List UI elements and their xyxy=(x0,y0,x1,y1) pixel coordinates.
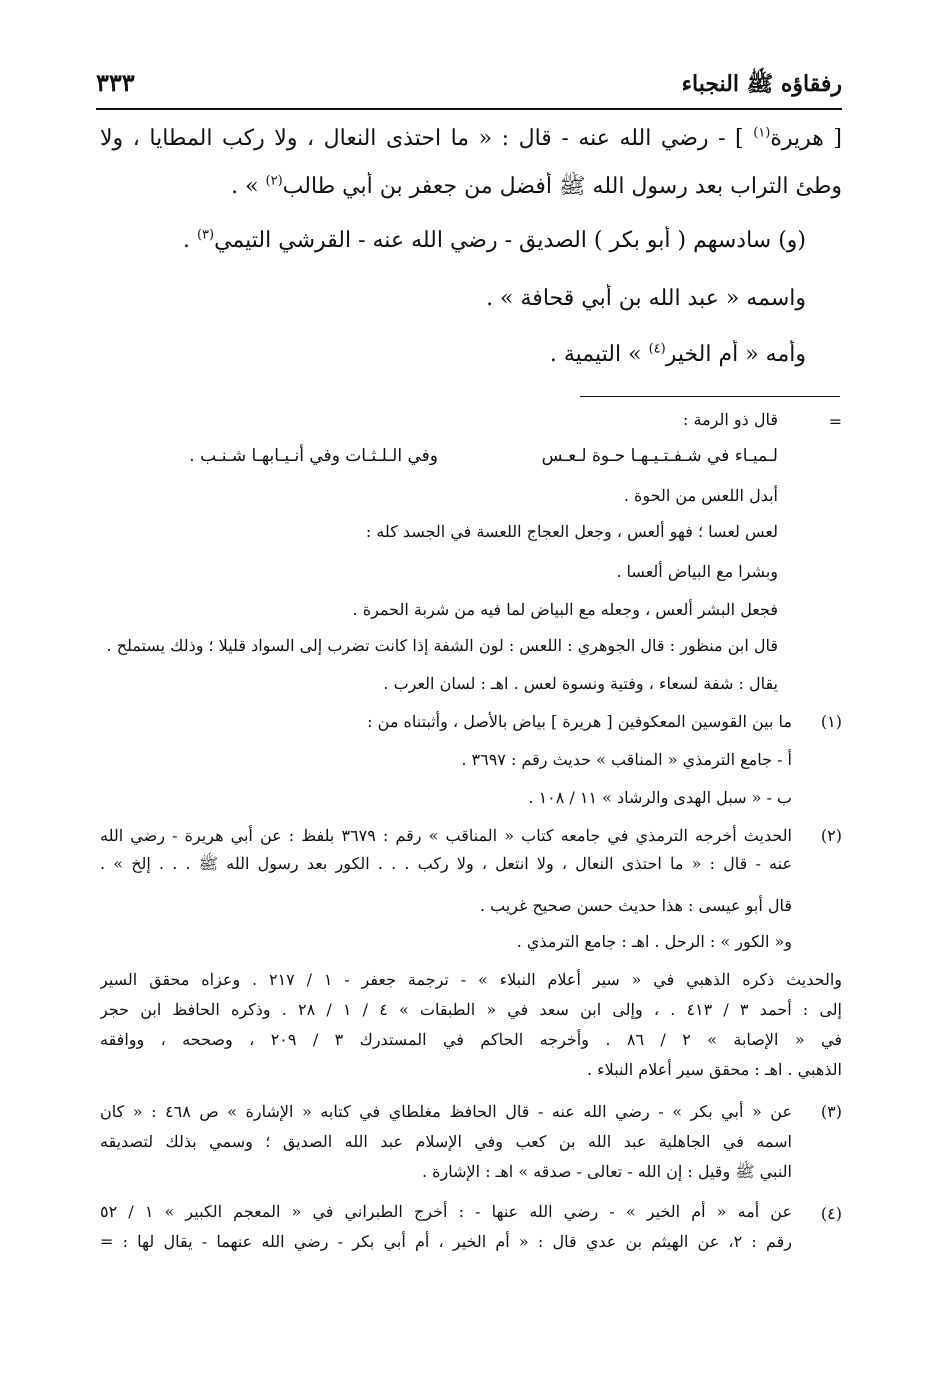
footnote-4-marker: (٤) xyxy=(820,1204,842,1223)
footnote-3-marker: (٣) xyxy=(820,1102,842,1121)
main-line-3-text-a: (و) سادسهم ( أبو بكر ) الصديق - رضي الله عنه - القرشي التيمي xyxy=(214,228,806,253)
note-cont-line-5: وبشرا مع البياض ألعسا . xyxy=(616,562,778,581)
poem-line xyxy=(178,444,778,468)
main-line-2-text-b: » . xyxy=(231,174,266,199)
main-line-5-text-b: » التيمية . xyxy=(549,342,649,367)
footnote-3-line-1: عن « أبي بكر » - رضي الله عنه - قال الحافظ مغلطاي في كتابه « الإشارة » ص ٤٦٨ : « كان xyxy=(100,1102,792,1121)
footnote-ref-1: (١) xyxy=(753,125,771,141)
footnote-3-line-2: اسمه في الجاهلية عبد الله بن كعب وفي الإسلام عبد الله الصديق ؛ وسمي بذلك لتصديقه xyxy=(100,1132,792,1151)
main-line-3-text-b: . xyxy=(182,228,197,253)
note-cont-line-7: قال ابن منظور : قال الجوهري : اللعس : لون الشفة إذا كانت تضرب إلى السواد قليلا ؛ وذلك يستملح . xyxy=(106,636,778,655)
continuation-marker: = xyxy=(828,412,842,431)
page-number: ٣٣٣ xyxy=(96,68,135,97)
main-line-1 xyxy=(100,124,842,154)
footnote-2-line-2: عنه - قال : « ما احتذى النعال ، ولا انتعل ، ولا ركب . . . الكور بعد رسول الله ﷺ . . . إلخ » . xyxy=(100,854,792,873)
footnote-4-line-1: عن أمه « أم الخير » - رضي الله عنها - : أخرج الطبراني في « المعجم الكبير » ١ / ٥٢ xyxy=(100,1202,792,1221)
footnote-1-line-1: ما بين القوسين المعكوفين [ هريرة ] بياض بالأصل ، وأثبتناه من : xyxy=(367,712,792,731)
header-title: رفقاؤه ﷺ النجباء xyxy=(681,71,842,97)
note-cont-line-1: قال ذو الرمة : xyxy=(683,410,778,429)
footnote-4-line-2: رقم : ٢، عن الهيثم بن عدي قال : « أم الخير ، أم أبي بكر - رضي الله عنهما - يقال لها : = xyxy=(100,1232,792,1251)
poem-hemistich-right: لـميـاء في شـفـتـيـهـا حـوة لـعـس xyxy=(541,446,778,466)
footnote-2-line-3: قال أبو عيسى : هذا حديث حسن صحيح غريب . xyxy=(479,896,792,915)
footnote-2-line-5: والحديث ذكره الذهبي في « سير أعلام النبلاء » - ترجمة جعفر - ١ / ٢١٧ . وعزاه محقق السير xyxy=(100,970,842,989)
footnote-1-line-2: أ - جامع الترمذي « المناقب » حديث رقم : ٣٦٩٧ . xyxy=(461,750,792,769)
main-line-5-text-a: وأمه « أم الخير xyxy=(665,342,806,367)
poem-hemistich-left: وفي الـلـثـات وفي أنـيـابهـا شـنـب . xyxy=(189,446,438,466)
note-cont-line-4: لعس لعسا ؛ فهو ألعس ، وجعل العجاج اللعسة في الجسد كله : xyxy=(365,522,778,541)
footnote-separator xyxy=(580,396,840,397)
footnote-2-line-7: في « الإصابة » ٢ / ٨٦ . وأخرجه الحاكم في المستدرك ٣ / ٢٠٩ ، وصححه ، ووافقه xyxy=(100,1030,842,1049)
footnote-1-marker: (١) xyxy=(820,712,842,731)
footnote-ref-4: (٤) xyxy=(648,341,666,357)
footnote-3-line-3: النبي ﷺ وقيل : إن الله - تعالى - صدقه » اهـ : الإشارة . xyxy=(421,1162,792,1181)
footnote-ref-2: (٢) xyxy=(265,173,283,189)
main-line-3 xyxy=(183,226,806,256)
running-header xyxy=(96,62,842,110)
footnote-2-line-6: إلى : أحمد ٣ / ٤١٣ . ، وإلى ابن سعد في « الطبقات » ٤ / ١ / ٢٨ . وذكره الحافظ ابن حجر xyxy=(100,1000,842,1019)
main-line-4: واسمه « عبد الله بن أبي قحافة » . xyxy=(486,286,806,311)
footnote-2-marker: (٢) xyxy=(820,826,842,845)
main-line-2 xyxy=(100,172,842,202)
note-cont-line-8: يقال : شفة لسعاء ، وفتية ونسوة لعس . اهـ : لسان العرب . xyxy=(383,674,778,693)
main-line-2-text-a: وطئ التراب بعد رسول الله ﷺ أفضل من جعفر بن أبي طالب xyxy=(282,174,842,199)
footnote-ref-3: (٣) xyxy=(196,227,215,243)
footnote-2-line-8: الذهبي . اهـ : محقق سير أعلام النبلاء . xyxy=(586,1060,842,1079)
main-line-1-text-a: [ هريرة xyxy=(770,126,842,151)
main-line-1-text-b: ] - رضي الله عنه - قال : « ما احتذى النعال ، ولا ركب المطايا ، ولا xyxy=(100,126,754,151)
footnote-2-line-4: و« الكور » : الرحل . اهـ : جامع الترمذي . xyxy=(516,932,792,951)
note-cont-line-3: أبدل اللعس من الحوة . xyxy=(623,486,778,505)
footnote-2-line-1: الحديث أخرجه الترمذي في جامعه كتاب « المناقب » رقم : ٣٦٧٩ بلفظ : عن أبي هريرة - رضي الله xyxy=(100,826,792,845)
note-cont-line-6: فجعل البشر ألعس ، وجعله مع البياض لما فيه من شربة الحمرة . xyxy=(352,600,778,619)
main-line-5 xyxy=(550,340,806,370)
footnote-1-line-3: ب - « سبل الهدى والرشاد » ١١ / ١٠٨ . xyxy=(528,788,792,807)
